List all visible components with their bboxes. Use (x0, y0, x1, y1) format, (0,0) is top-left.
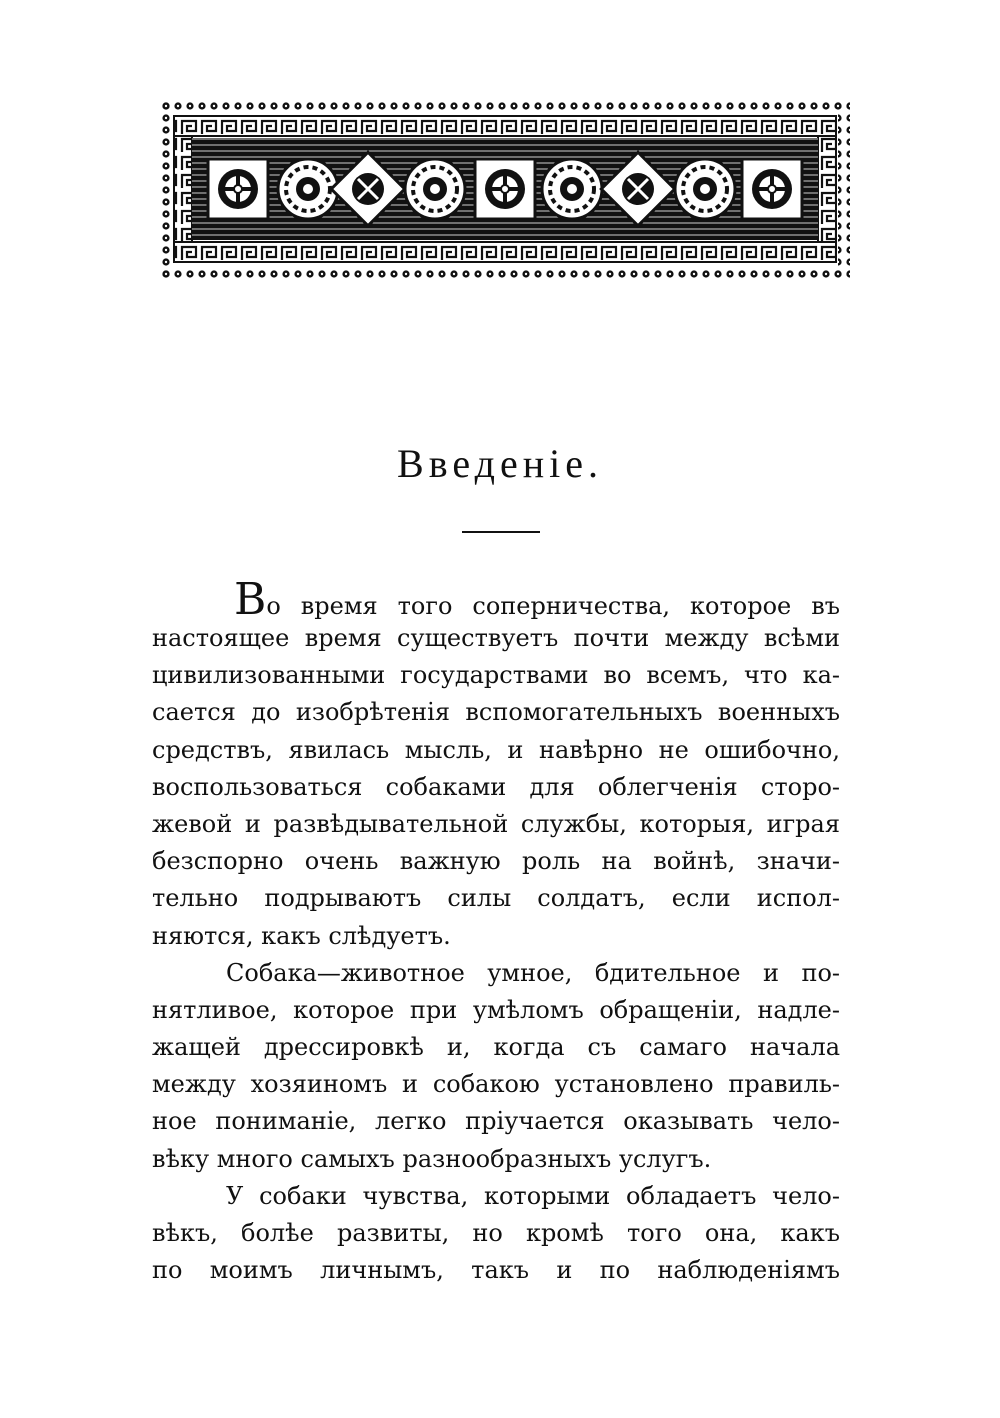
text-line (152, 580, 840, 620)
drop-cap: В (234, 580, 267, 620)
text-line: тельно подрываютъ силы солдатъ, если испол- (152, 884, 840, 913)
text-line: воспользоваться собаками для облегченiя сторо- (152, 772, 840, 801)
title-rule (462, 531, 540, 533)
text-line: цивилизованными государствами во всемъ, что ка- (152, 661, 840, 690)
text-line: по моимъ личнымъ, такъ и по наблюденiямъ (152, 1256, 840, 1285)
text-line: ное пониманiе, легко прiучается оказывать чело- (152, 1107, 840, 1136)
text-line: настоящее время существуетъ почти между всѣми (152, 624, 840, 652)
text-line: между хозяиномъ и собакою установлено правиль- (152, 1070, 840, 1099)
first-line: о время того соперничества, которое въ (266, 592, 840, 620)
text-line: вѣкъ, болѣе развиты, но кромѣ того она, какъ (152, 1219, 840, 1247)
text-line: безспорно очень важную роль на войнѣ, значи- (152, 847, 840, 876)
body-text (152, 580, 840, 1289)
text-line: У собаки чувства, которыми обладаетъ чело- (226, 1181, 840, 1210)
text-line: жащей дрессировкѣ и, когда съ самаго начала (152, 1033, 840, 1062)
text-line: жевой и развѣдывательной службы, которыя, играя (152, 809, 840, 838)
text-line: няются, какъ слѣдуетъ. (152, 921, 451, 950)
chapter-title: Введенiе. (397, 441, 603, 486)
text-line: вѣку много самыхъ разнообразныхъ услугъ. (152, 1144, 712, 1173)
header-ornament (160, 100, 850, 278)
text-line: сается до изобрѣтенiя вспомогательныхъ военныхъ (152, 698, 840, 727)
text-line: Собака—животное умное, бдительное и по- (226, 958, 840, 987)
text-line: средствъ, явилась мысль, и навѣрно не ошибочно, (152, 735, 840, 764)
text-line: нятливое, которое при умѣломъ обращенiи, надле- (152, 995, 840, 1024)
